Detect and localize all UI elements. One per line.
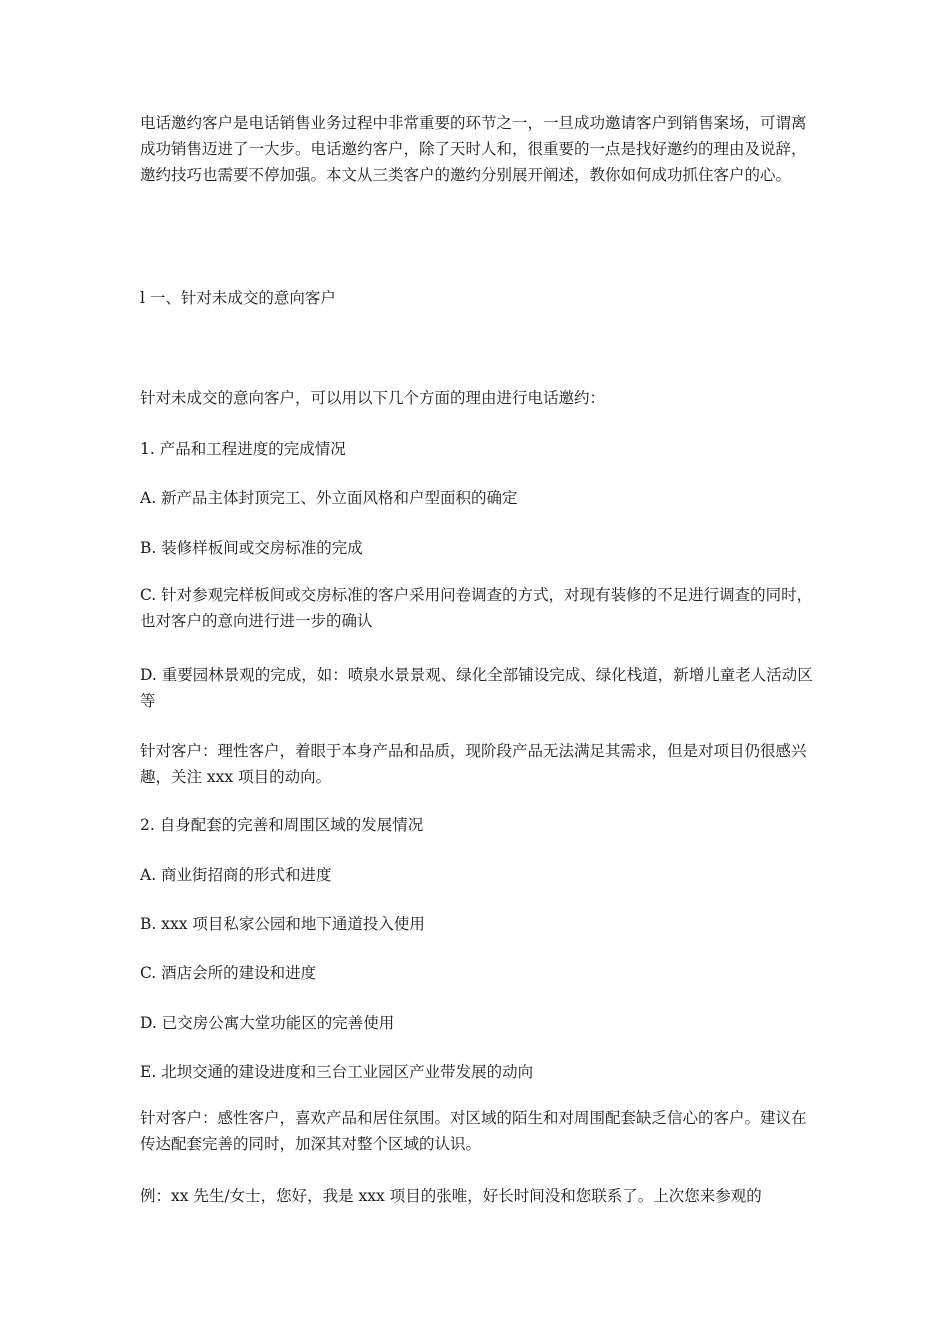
list-item: 1. 产品和工程进度的完成情况	[140, 440, 346, 458]
list-item: D. 重要园林景观的完成，如：喷泉水景景观、绿化全部铺设完成、绿化栈道，新增儿童老人活动区等	[140, 666, 813, 710]
list-item: D. 已交房公寓大堂功能区的完善使用	[140, 1014, 395, 1032]
list-item: B. xxx 项目私家公园和地下通道投入使用	[140, 915, 425, 933]
list-item: C. 酒店会所的建设和进度	[140, 964, 317, 982]
target-customer-paragraph: 针对客户：感性客户，喜欢产品和居住氛围。对区域的陌生和对周围配套缺乏信心的客户。建议在传达配套完善的同时，加深其对整个区域的认识。	[140, 1109, 807, 1153]
list-item: E. 北坝交通的建设进度和三台工业园区产业带发展的动向	[140, 1063, 534, 1081]
list-item: A. 新产品主体封顶完工、外立面风格和户型面积的确定	[140, 489, 518, 507]
list-item: B. 装修样板间或交房标准的完成	[140, 539, 363, 557]
section-lead-paragraph: 针对未成交的意向客户，可以用以下几个方面的理由进行电话邀约：	[140, 389, 606, 407]
list-item: A. 商业街招商的形式和进度	[140, 866, 332, 884]
list-item: 2. 自身配套的完善和周围区域的发展情况	[140, 816, 424, 834]
example-paragraph: 例：xx 先生/女士，您好，我是 xxx 项目的张唯，好长时间没和您联系了。上次您来参观的	[140, 1187, 762, 1205]
list-item: C. 针对参观完样板间或交房标准的客户采用问卷调查的方式，对现有装修的不足进行调查的同时，也对客户的意向进行进一步的确认	[140, 586, 813, 630]
target-customer-paragraph: 针对客户：理性客户，着眼于本身产品和品质，现阶段产品无法满足其需求，但是对项目仍很感兴趣，关注 xxx 项目的动向。	[140, 742, 807, 786]
section-heading: l 一、针对未成交的意向客户	[140, 289, 336, 307]
intro-paragraph: 电话邀约客户是电话销售业务过程中非常重要的环节之一，一旦成功邀请客户到销售案场，可谓离成功销售迈进了一大步。电话邀约客户，除了天时人和，很重要的一点是找好邀约的理由及说辞，邀约技巧也需要不停加强。本文从三类客户的邀约分别展开阐述，教你如何成功抓住客户的心。	[140, 114, 807, 184]
